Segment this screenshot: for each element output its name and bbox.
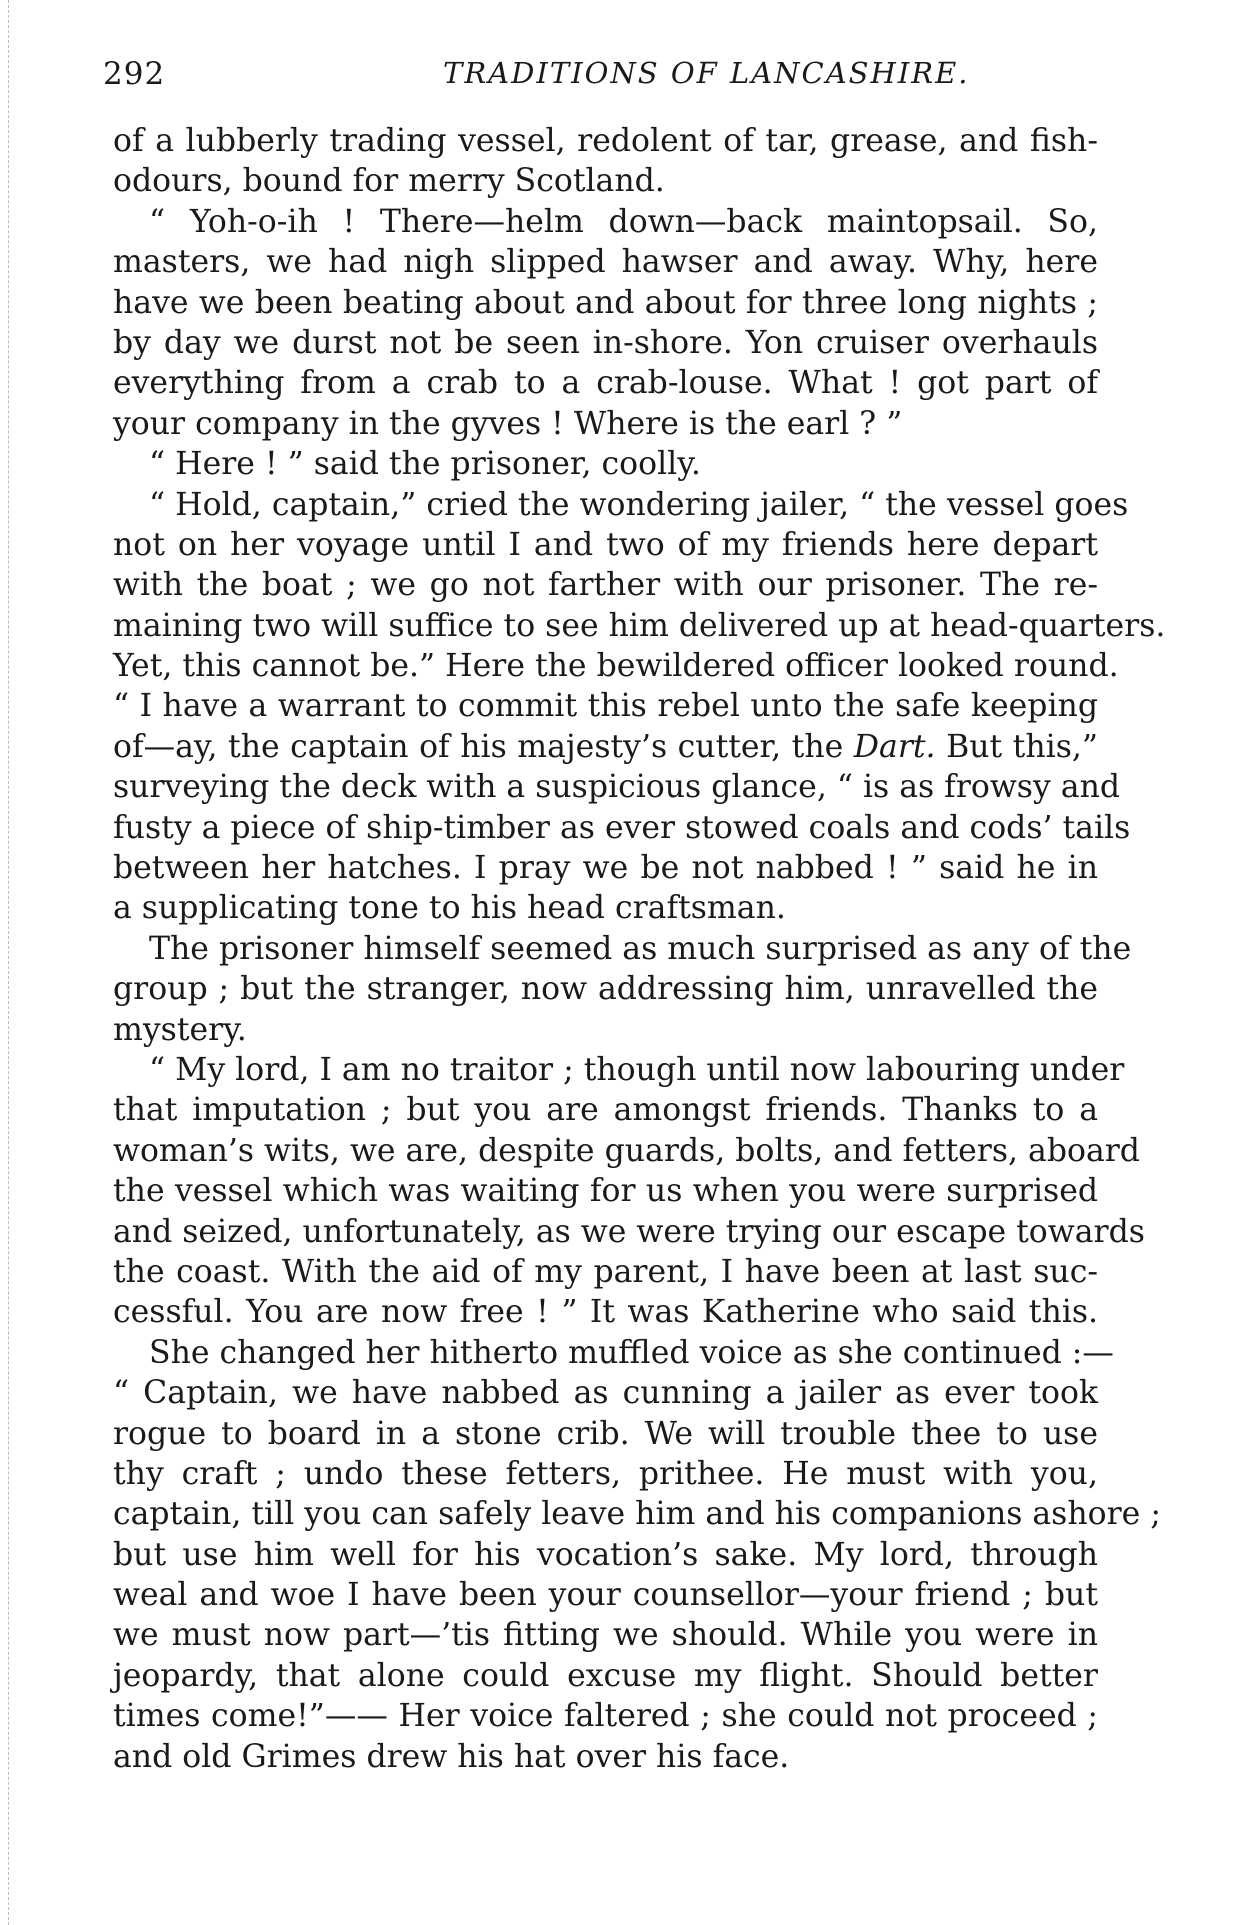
text-line: but use him well for his vocation’s sake. My lord, through — [113, 1536, 1098, 1573]
text-line: mystery. — [113, 1011, 247, 1048]
page-edge-margin — [8, 0, 9, 1925]
text-line: a supplicating tone to his head craftsman. — [113, 890, 786, 927]
running-header — [103, 56, 1103, 96]
text-line: Yet, this cannot be.” Here the bewildered officer looked round. — [113, 648, 1119, 685]
text-line: and old Grimes drew his hat over his face. — [113, 1738, 790, 1775]
page-number: 292 — [103, 56, 166, 92]
text-line: “ Yoh-o-ih ! There—helm down—back maintopsail. So, — [149, 203, 1098, 240]
text-line: “ I have a warrant to commit this rebel unto the safe keeping — [113, 688, 1098, 725]
text-line: “ My lord, I am no traitor ; though until now labouring under — [149, 1051, 1125, 1088]
text-line: masters, we had nigh slipped hawser and away. Why, here — [113, 244, 1098, 281]
text-line — [113, 727, 1098, 767]
text-line: your company in the gyves ! Where is the earl ? ” — [113, 405, 903, 442]
ship-name: Dart. — [853, 728, 936, 765]
text-line: “ Captain, we have nabbed as cunning a jailer as ever took — [113, 1375, 1098, 1412]
text-line: rogue to board in a stone crib. We will trouble thee to use — [113, 1415, 1098, 1452]
text-line: times come!”—— Her voice faltered ; she could not proceed ; — [113, 1698, 1098, 1735]
text-line: captain, till you can safely leave him and his companions ashore ; — [113, 1496, 1161, 1533]
text-line: have we been beating about and about for three long nights ; — [113, 284, 1098, 321]
text-line: cessful. You are now free ! ” It was Katherine who said this. — [113, 1294, 1098, 1331]
text-line: we must now part—’tis fitting we should. While you were in — [113, 1617, 1098, 1654]
text-line: of a lubberly trading vessel, redolent of tar, grease, and fish- — [113, 123, 1098, 159]
running-title: TRADITIONS OF LANCASHIRE. — [443, 56, 970, 90]
text-line: “ Hold, captain,” cried the wondering jailer, “ the vessel goes — [149, 486, 1129, 523]
body-text — [113, 121, 1166, 1777]
text-line: maining two will suffice to see him delivered up at head-quarters. — [113, 607, 1166, 644]
text-line: thy craft ; undo these fetters, prithee. He must with you, — [113, 1455, 1098, 1492]
text-line: jeopardy, that alone could excuse my flight. Should better — [113, 1657, 1098, 1694]
text-line: by day we durst not be seen in-shore. Yon cruiser overhauls — [113, 324, 1098, 361]
text-segment: of—ay, the captain of his majesty’s cutter, the — [113, 728, 854, 765]
text-line: “ Here ! ” said the prisoner, coolly. — [149, 446, 701, 483]
text-line: The prisoner himself seemed as much surprised as any of the — [149, 930, 1132, 967]
text-segment: But this,” — [935, 728, 1098, 765]
text-line: that imputation ; but you are amongst friends. Thanks to a — [113, 1092, 1098, 1129]
text-line: with the boat ; we go not farther with our prisoner. The re- — [113, 567, 1098, 604]
text-line: surveying the deck with a suspicious glance, “ is as frowsy and — [113, 769, 1121, 806]
text-line: woman’s wits, we are, despite guards, bolts, and fetters, aboard — [113, 1132, 1140, 1169]
text-line: between her hatches. I pray we be not nabbed ! ” said he in — [113, 850, 1098, 887]
text-line: fusty a piece of ship-timber as ever stowed coals and cods’ tails — [113, 809, 1131, 846]
text-line: and seized, unfortunately, as we were trying our escape towards — [113, 1213, 1145, 1250]
text-line: She changed her hitherto muffled voice as she continued :— — [149, 1334, 1114, 1371]
text-line: weal and woe I have been your counsellor—your friend ; but — [113, 1577, 1098, 1614]
text-line: not on her voyage until I and two of my friends here depart — [113, 526, 1098, 563]
text-line: the vessel which was waiting for us when you were surprised — [113, 1173, 1098, 1210]
text-line: group ; but the stranger, now addressing him, unravelled the — [113, 971, 1098, 1008]
text-line: the coast. With the aid of my parent, I have been at last suc- — [113, 1253, 1098, 1290]
text-line: everything from a crab to a crab-louse. What ! got part of — [113, 365, 1098, 402]
text-line: odours, bound for merry Scotland. — [113, 163, 665, 200]
